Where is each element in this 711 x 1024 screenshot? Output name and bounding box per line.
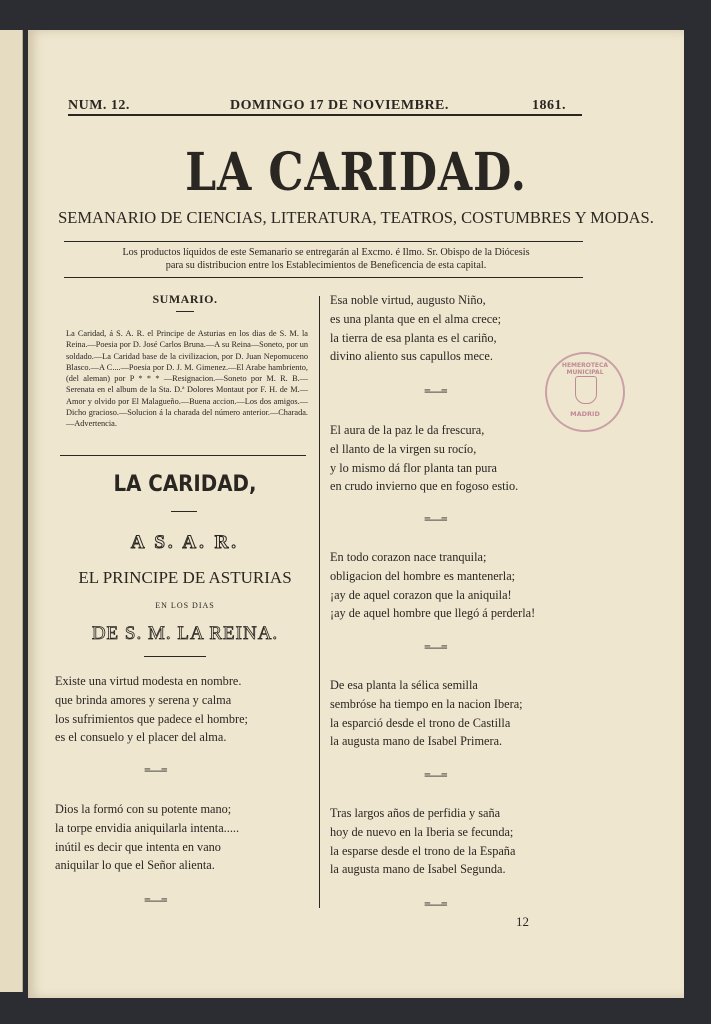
notice — [68, 246, 584, 272]
verse-line: aniquilar lo que el Señor alienta. — [55, 858, 215, 873]
stanza-7 — [330, 804, 515, 879]
poem-honoree: DE S. M. LA REINA. — [91, 623, 279, 644]
verse-line: en crudo invierno que en fogoso estio. — [330, 479, 519, 494]
stanza-3 — [330, 291, 501, 366]
verse-line: divino aliento sus capullos mece. — [330, 349, 493, 364]
verse-line: Dios la formó con su potente mano; — [55, 802, 232, 816]
stamp-top-text: HEMEROTECA MUNICIPAL — [561, 362, 609, 376]
stamp-bottom-text: MADRID — [570, 410, 600, 418]
poem-title-rule — [144, 656, 206, 657]
column-divider — [319, 296, 320, 908]
stanza-separator: =—= — [424, 384, 447, 398]
poem-dedication: A S. A. R. — [130, 532, 240, 553]
verse-line: Tras largos años de perfidia y saña — [330, 806, 501, 820]
poem-occasion: EN LOS DIAS — [155, 601, 215, 610]
issue-number: NUM. 12. — [68, 98, 130, 113]
newspaper-title: LA CARIDAD. — [185, 142, 527, 203]
adjacent-page-edge — [0, 30, 23, 992]
verse-line: que brinda amores y serena y calma — [55, 692, 232, 707]
stanza-5 — [330, 548, 535, 623]
library-stamp — [545, 352, 625, 432]
newspaper-page — [28, 30, 684, 998]
notice-line-2: para su distribucion entre los Establecimientos de Beneficencia de esta capital. — [165, 260, 487, 271]
poem-heading: LA CARIDAD, — [113, 472, 257, 497]
stanza-separator: =—= — [424, 897, 447, 911]
verse-line: sembróse ha tiempo en la nacion Ibera; — [330, 696, 523, 711]
verse-line: la esparció desde el trono de Castilla — [330, 715, 511, 730]
verse-line: inútil es decir que intenta en vano — [55, 839, 221, 854]
verse-line: En todo corazon nace tranquila; — [330, 550, 487, 564]
page-number: 12 — [516, 914, 529, 929]
verse-line: El aura de la paz le da frescura, — [330, 423, 485, 437]
coat-of-arms-icon — [575, 376, 597, 404]
verse-line: la torpe envidia aniquilarla intenta..... — [55, 820, 240, 835]
verse-line: Existe una virtud modesta en nombre. — [55, 674, 242, 688]
verse-line: De esa planta la sélica semilla — [330, 678, 478, 692]
stanza-6 — [330, 676, 523, 751]
stanza-separator: =—= — [424, 640, 447, 654]
verse-line: la tierra de esa planta es el cariño, — [330, 330, 497, 345]
masthead — [68, 98, 582, 114]
verse-line: la augusta mano de Isabel Segunda. — [330, 862, 506, 877]
stanza-4 — [330, 421, 518, 496]
sumario-title: SUMARIO. — [152, 292, 218, 306]
stanza-2 — [55, 800, 239, 875]
notice-top-rule — [64, 241, 583, 242]
sumario-end-rule — [60, 455, 306, 456]
poem-subject: EL PRINCIPE DE ASTURIAS — [78, 568, 292, 587]
notice-bottom-rule — [64, 277, 583, 278]
verse-line: y lo mismo dá flor planta tan pura — [330, 460, 497, 475]
stanza-1 — [55, 672, 248, 747]
issue-date: DOMINGO 17 DE NOVIEMBRE. — [230, 98, 449, 113]
verse-line: la augusta mano de Isabel Primera. — [330, 734, 503, 749]
stanza-separator: =—= — [144, 763, 167, 777]
stanza-separator: =—= — [424, 512, 447, 526]
sumario-title-rule — [176, 311, 194, 312]
verse-line: Esa noble virtud, augusto Niño, — [330, 293, 486, 307]
sumario-text: La Caridad, á S. A. R. el Principe de Asturias en los dias de S. M. la Reina.—Poesia por D. José Carlos Bruna.—A su Reina—Soneto, por un soldado.—La Caridad base de la civilizacion, por D. Juan Nepomuceno Blasco.—A C....—Poesia por D. J. M. Gimenez.—El Arabe hambriento, (del aleman) por P * * * —Resignacion.—Soneto por M. R. B.—Serenata en el album de la Sta. D.ª Dolores Montaut por F. H. de M.—Amor y olvido por El Malagueño.—Buena accion.—Los dos amigos.—Dicho gracioso.—Solucion á la charada del número anterior.—Charada.—Advertencia. — [66, 329, 308, 429]
stanza-separator: =—= — [144, 893, 167, 907]
verse-line: es el consuelo y el placer del alma. — [55, 730, 227, 745]
masthead-rule — [68, 114, 582, 116]
issue-year: 1861. — [532, 98, 566, 113]
verse-line: es una planta que en el alma crece; — [330, 311, 502, 326]
verse-line: obligacion del hombre es mantenerla; — [330, 568, 516, 583]
notice-line-1: Los productos líquidos de este Semanario se entregarán al Excmo. é Ilmo. Sr. Obispo de la Diócesis — [122, 247, 530, 258]
newspaper-subtitle: SEMANARIO DE CIENCIAS, LITERATURA, TEATROS, COSTUMBRES Y MODAS. — [58, 208, 654, 227]
stanza-separator: =—= — [424, 768, 447, 782]
verse-line: ¡ay de aquel hombre que llegó á perderla! — [330, 606, 536, 621]
verse-line: los sufrimientos que padece el hombre; — [55, 711, 248, 726]
poem-heading-rule — [171, 511, 197, 512]
verse-line: la esparse desde el trono de la España — [330, 843, 516, 858]
verse-line: ¡ay de aquel corazon que la aniquila! — [330, 587, 512, 602]
verse-line: hoy de nuevo en la Iberia se fecunda; — [330, 824, 514, 839]
verse-line: el llanto de la virgen su rocío, — [330, 441, 477, 456]
